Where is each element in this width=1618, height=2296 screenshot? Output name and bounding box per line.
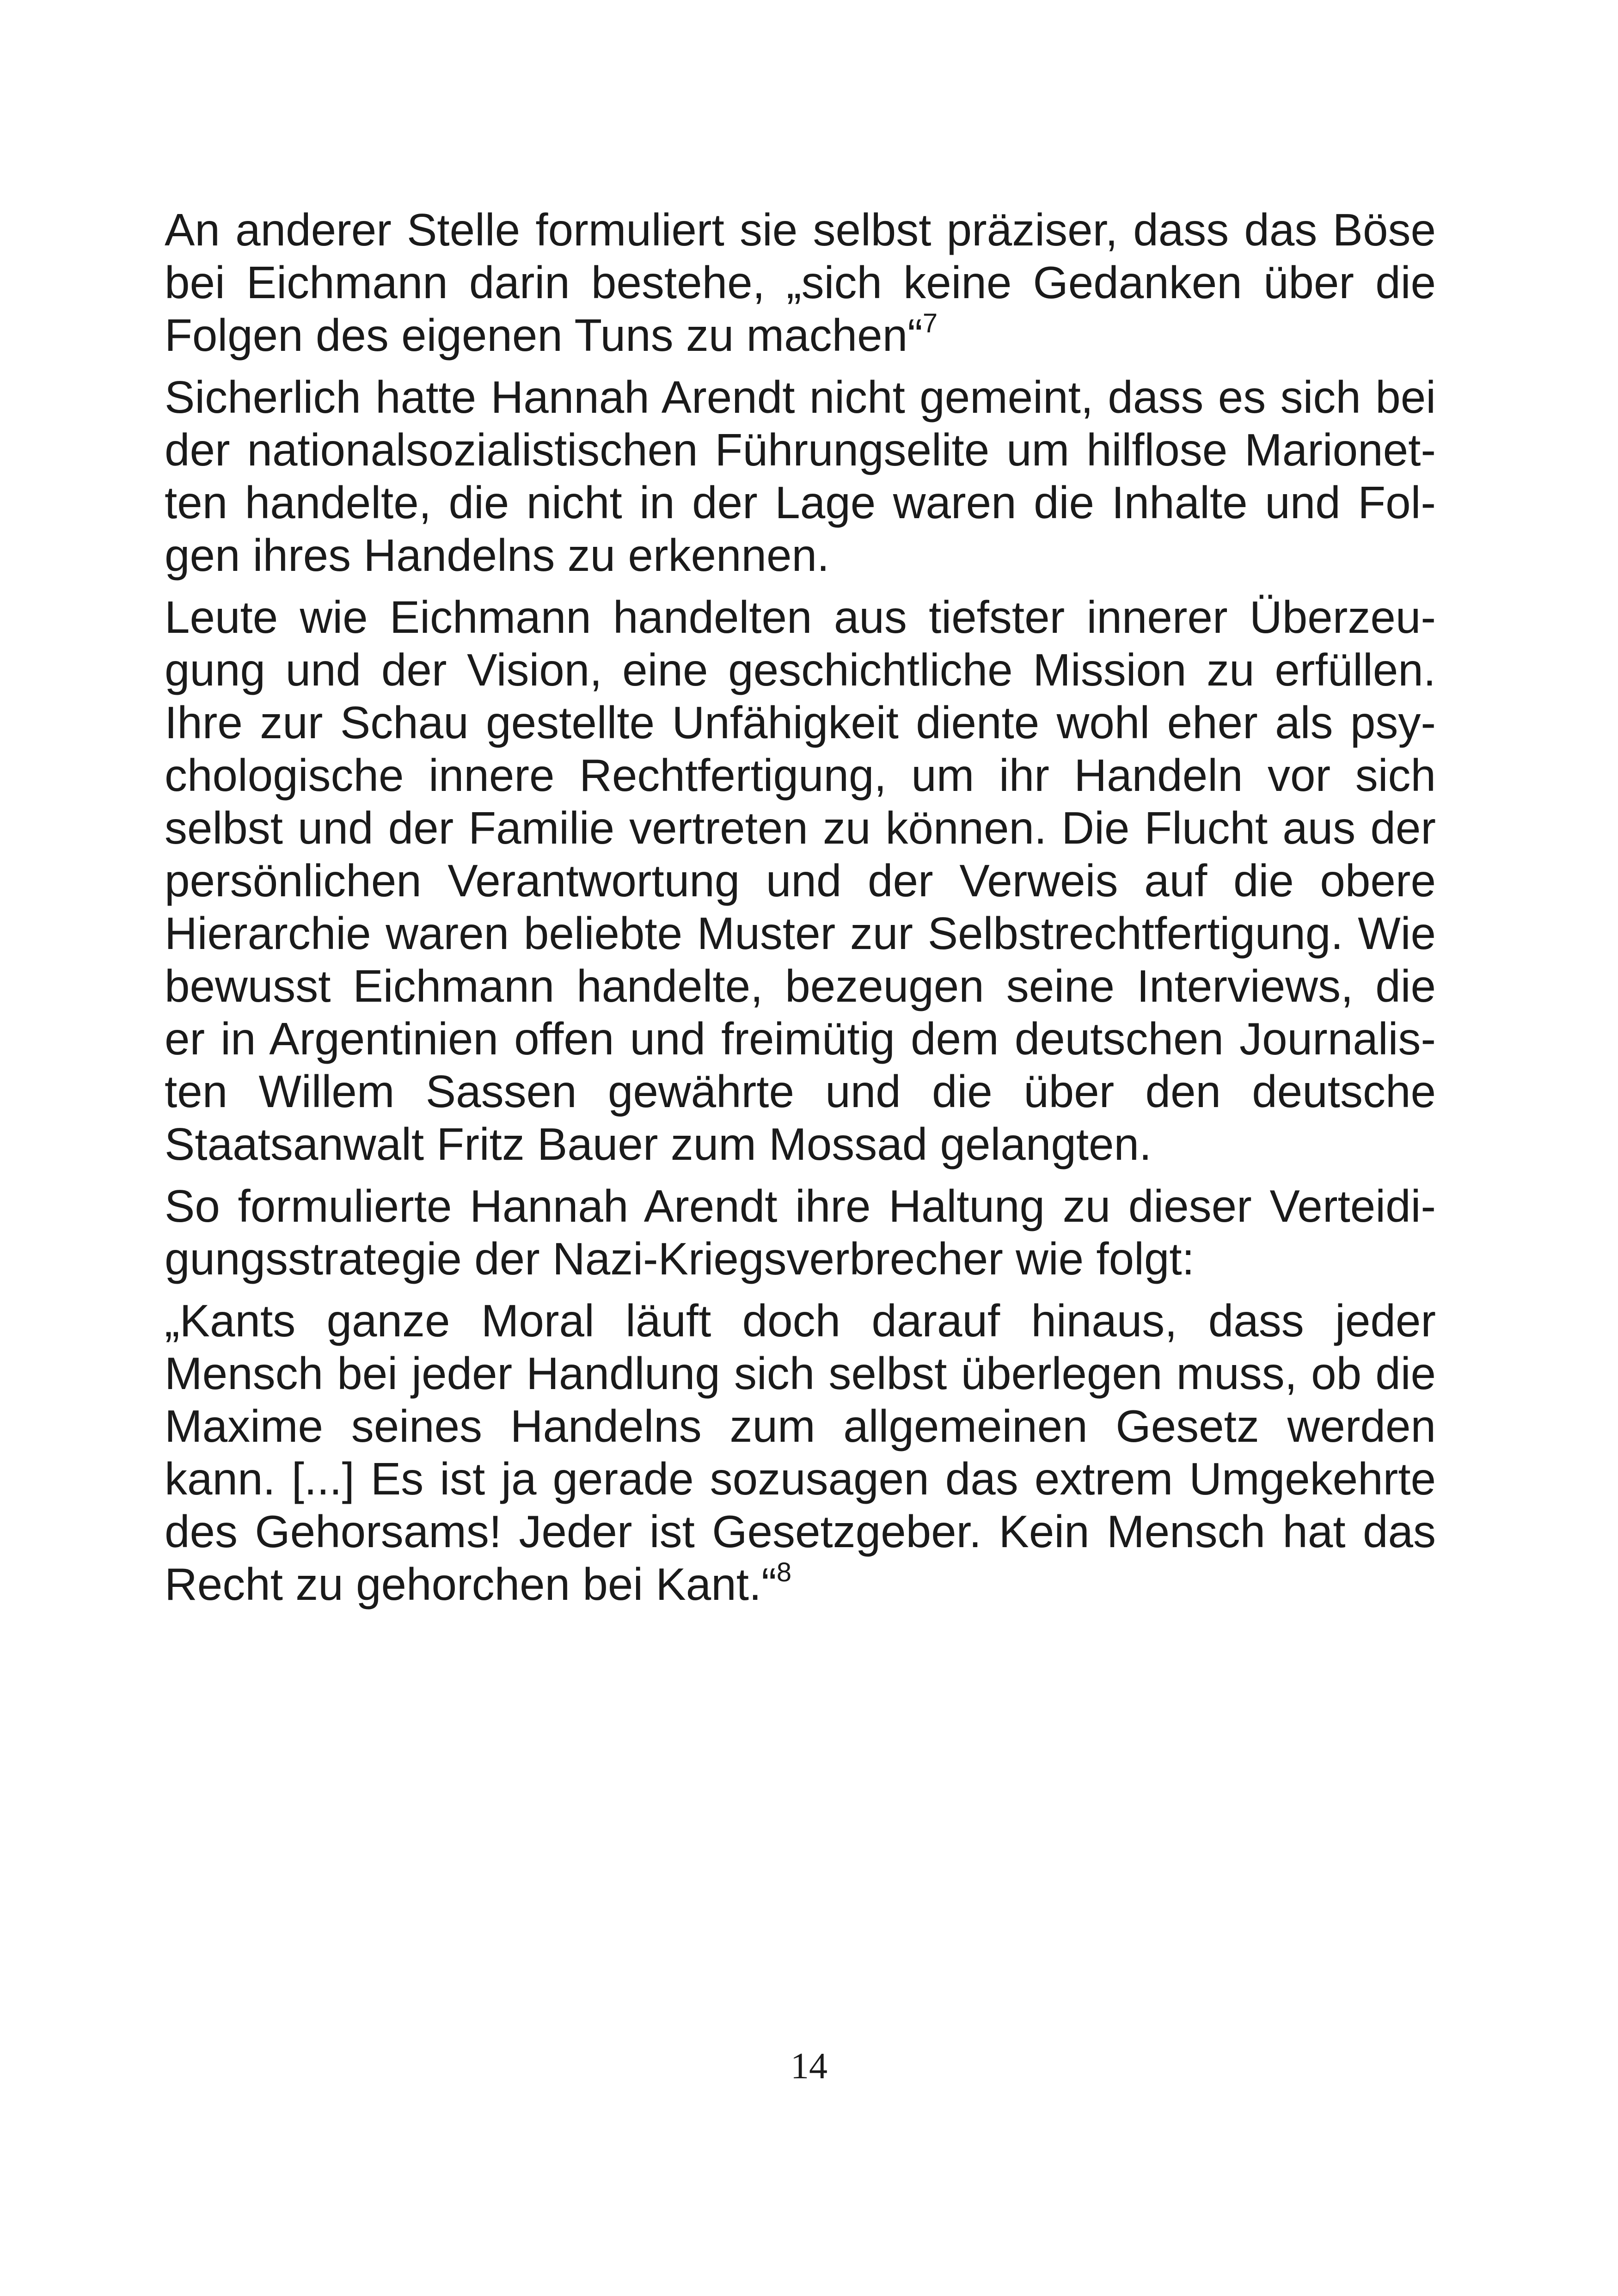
text-line: Ihre zur Schau gestellte Unfähigkeit diente wohl eher als psy-: [165, 697, 1436, 748]
paragraph-defense-strategy: [165, 1180, 1436, 1285]
text-line: Maxime seines Handelns zum allgemeinen Gesetz werden: [165, 1401, 1436, 1451]
text-line: So formulierte Hannah Arendt ihre Haltung zu dieser Verteidi-: [165, 1181, 1436, 1231]
text-line-last: gungsstrategie der Nazi-Kriegsverbrecher wie folgt:: [165, 1233, 1195, 1284]
footnote-marker[interactable]: 7: [922, 308, 938, 338]
text-line-content: Recht zu gehorchen bei Kant.“: [165, 1559, 777, 1610]
text-line: Leute wie Eichmann handelten aus tiefster innerer Überzeu-: [165, 592, 1436, 643]
text-line: An anderer Stelle formuliert sie selbst präziser, dass das Böse: [165, 204, 1436, 255]
text-line: er in Argentinien offen und freimütig dem deutschen Journalis-: [165, 1013, 1436, 1064]
text-line: bewusst Eichmann handelte, bezeugen seine Interviews, die: [165, 961, 1436, 1011]
text-line: chologische innere Rechtfertigung, um ihr Handeln vor sich: [165, 750, 1436, 801]
paragraph-conviction: [165, 591, 1436, 1170]
quote-kant: [165, 1294, 1436, 1610]
text-line-last: [165, 309, 1436, 361]
paragraph-marionettes: [165, 371, 1436, 582]
text-line: kann. [...] Es ist ja gerade sozusagen das extrem Umgekehrte: [165, 1453, 1436, 1504]
text-line-last: gen ihres Handelns zu erkennen.: [165, 530, 830, 581]
text-line: gung und der Vision, eine geschichtliche Mission zu erfüllen.: [165, 644, 1436, 695]
text-line: persönlichen Verantwortung und der Verweis auf die obere: [165, 855, 1436, 906]
text-line: Hierarchie waren beliebte Muster zur Selbstrechtfertigung. Wie: [165, 908, 1436, 959]
text-line: des Gehorsams! Jeder ist Gesetzgeber. Kein Mensch hat das: [165, 1506, 1436, 1557]
text-line: Sicherlich hatte Hannah Arendt nicht gemeint, dass es sich bei: [165, 372, 1436, 422]
text-line: ten Willem Sassen gewährte und die über den deutsche: [165, 1066, 1436, 1117]
text-line: selbst und der Familie vertreten zu können. Die Flucht aus der: [165, 802, 1436, 853]
text-line-content: Folgen des eigenen Tuns zu machen“: [165, 310, 923, 361]
text-line: „Kants ganze Moral läuft doch darauf hinaus, dass jeder: [165, 1295, 1436, 1346]
footnote-marker[interactable]: 8: [776, 1557, 792, 1587]
body-text: [165, 203, 1436, 1620]
text-line: bei Eichmann darin bestehe, „sich keine Gedanken über die: [165, 257, 1436, 308]
text-line: der nationalsozialistischen Führungselite um hilflose Marionet-: [165, 424, 1436, 475]
text-line-last: Staatsanwalt Fritz Bauer zum Mossad gelangten.: [165, 1119, 1152, 1169]
paragraph-eichmann-evil: [165, 203, 1436, 361]
text-line: ten handelte, die nicht in der Lage waren die Inhalte und Fol-: [165, 477, 1436, 528]
page-number: 14: [791, 2046, 827, 2087]
text-line: Mensch bei jeder Handlung sich selbst überlegen muss, ob die: [165, 1348, 1436, 1399]
text-line-last: [165, 1558, 1436, 1610]
